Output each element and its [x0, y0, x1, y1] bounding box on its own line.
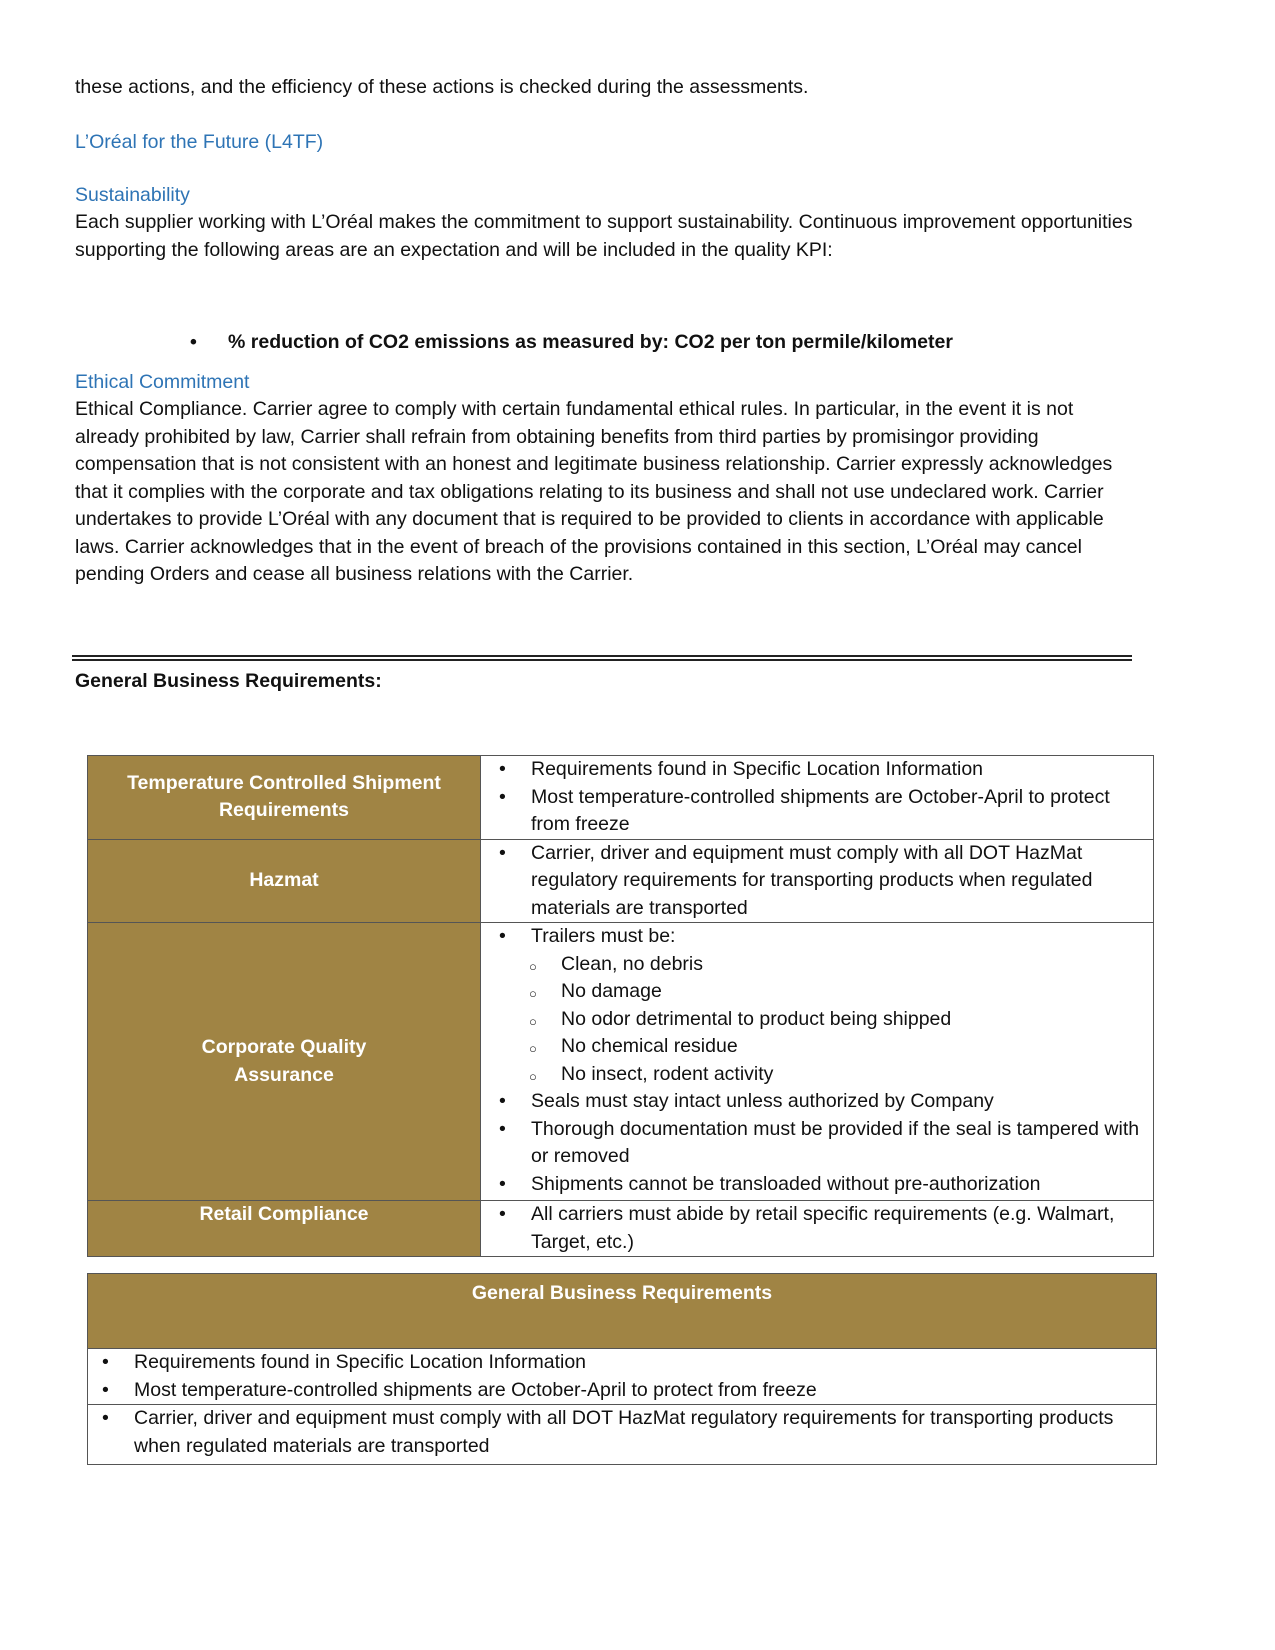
- summary-table: [87, 1273, 1157, 1465]
- list-item: • Most temperature-controlled shipments are October-April to protect from freeze: [88, 1377, 1156, 1405]
- table-row: [88, 923, 1154, 1201]
- sub-list-item: ○ No insect, rodent activity: [489, 1061, 1153, 1089]
- list-item: • Requirements found in Specific Location Information: [88, 1349, 1156, 1377]
- section-divider-top: [72, 655, 1132, 657]
- sustainability-heading: Sustainability: [75, 184, 190, 206]
- list-item: [489, 923, 1153, 1088]
- l4tf-heading: L’Oréal for the Future (L4TF): [75, 131, 324, 153]
- sub-list-item: ○ No chemical residue: [489, 1033, 1153, 1061]
- list-item: • Most temperature-controlled shipments are October-April to protect from freeze: [489, 784, 1153, 839]
- ethical-paragraph: Ethical Compliance. Carrier agree to comply with certain fundamental ethical rules. In particular, in the event it is not already prohibited by law, Carrier shall refrain from obtaining benefits from third parties by promisingor providing compensation that is not consistent with an honest and legitimate business relationship. Carrier expressly acknowledges that it complies with the corporate and tax obligations relating to its business and shall not use undeclared work. Carrier undertakes to provide L’Oréal with any document that is required to be provided to clients in accordance with applicable laws. Carrier acknowledges that in the event of breach of the provisions contained in this section, L’Oréal may cancel pending Orders and cease all business relations with the Carrier.: [75, 398, 1113, 585]
- list-item: • Carrier, driver and equipment must comply with all DOT HazMat regulatory requirements for transporting products when regulated materials are transported: [489, 840, 1153, 923]
- table-row: [88, 1349, 1157, 1405]
- row-label: Temperature Controlled Shipment Requirements: [88, 756, 481, 840]
- table-row: [88, 839, 1154, 923]
- table-row: [88, 1405, 1157, 1465]
- list-item: • Thorough documentation must be provided if the seal is tampered with or removed: [489, 1116, 1153, 1171]
- summary-table-header: General Business Requirements: [88, 1274, 1157, 1349]
- list-item: • Shipments cannot be transloaded without pre-authorization: [489, 1171, 1153, 1199]
- table-row: [88, 1201, 1154, 1257]
- sub-list-item: ○ Clean, no debris: [489, 951, 1153, 979]
- list-item: • Carrier, driver and equipment must comply with all DOT HazMat regulatory requirements for transporting products when regulated materials are transported: [88, 1405, 1156, 1460]
- list-item: • All carriers must abide by retail specific requirements (e.g. Walmart, Target, etc.): [489, 1201, 1153, 1256]
- section-divider-bottom: [72, 659, 1132, 661]
- list-item: • Requirements found in Specific Location Information: [489, 756, 1153, 784]
- row-content: [481, 923, 1154, 1201]
- row-content: [481, 1201, 1154, 1257]
- general-business-requirements-title: General Business Requirements:: [75, 670, 382, 692]
- ethical-heading: Ethical Commitment: [75, 371, 250, 393]
- sub-list-item: ○ No odor detrimental to product being shipped: [489, 1006, 1153, 1034]
- requirements-table: [87, 755, 1154, 1257]
- row-label: Hazmat: [88, 839, 481, 923]
- sub-list-item: ○ No damage: [489, 978, 1153, 1006]
- table-header-row: [88, 1274, 1157, 1349]
- row-content: [481, 839, 1154, 923]
- row-content: [481, 756, 1154, 840]
- kpi-text: % reduction of CO2 emissions as measured by: CO2 per ton permile/kilometer: [228, 331, 953, 353]
- row-label: Corporate Quality Assurance: [88, 923, 481, 1201]
- table-row: [88, 756, 1154, 840]
- kpi-bullet: [190, 329, 953, 356]
- intro-paragraph: these actions, and the efficiency of these actions is checked during the assessments.: [75, 76, 809, 98]
- list-item-text: Trailers must be:: [531, 925, 676, 947]
- bullet-icon: •: [190, 331, 197, 353]
- sustainability-paragraph: Each supplier working with L’Oréal makes the commitment to support sustainability. Continuous improvement opportunities supporting the following areas are an expectation and will be included in the quality KPI:: [75, 211, 1133, 261]
- row-label: Retail Compliance: [88, 1201, 481, 1257]
- row-content: [88, 1349, 1157, 1405]
- list-item: • Seals must stay intact unless authorized by Company: [489, 1088, 1153, 1116]
- row-content: [88, 1405, 1157, 1465]
